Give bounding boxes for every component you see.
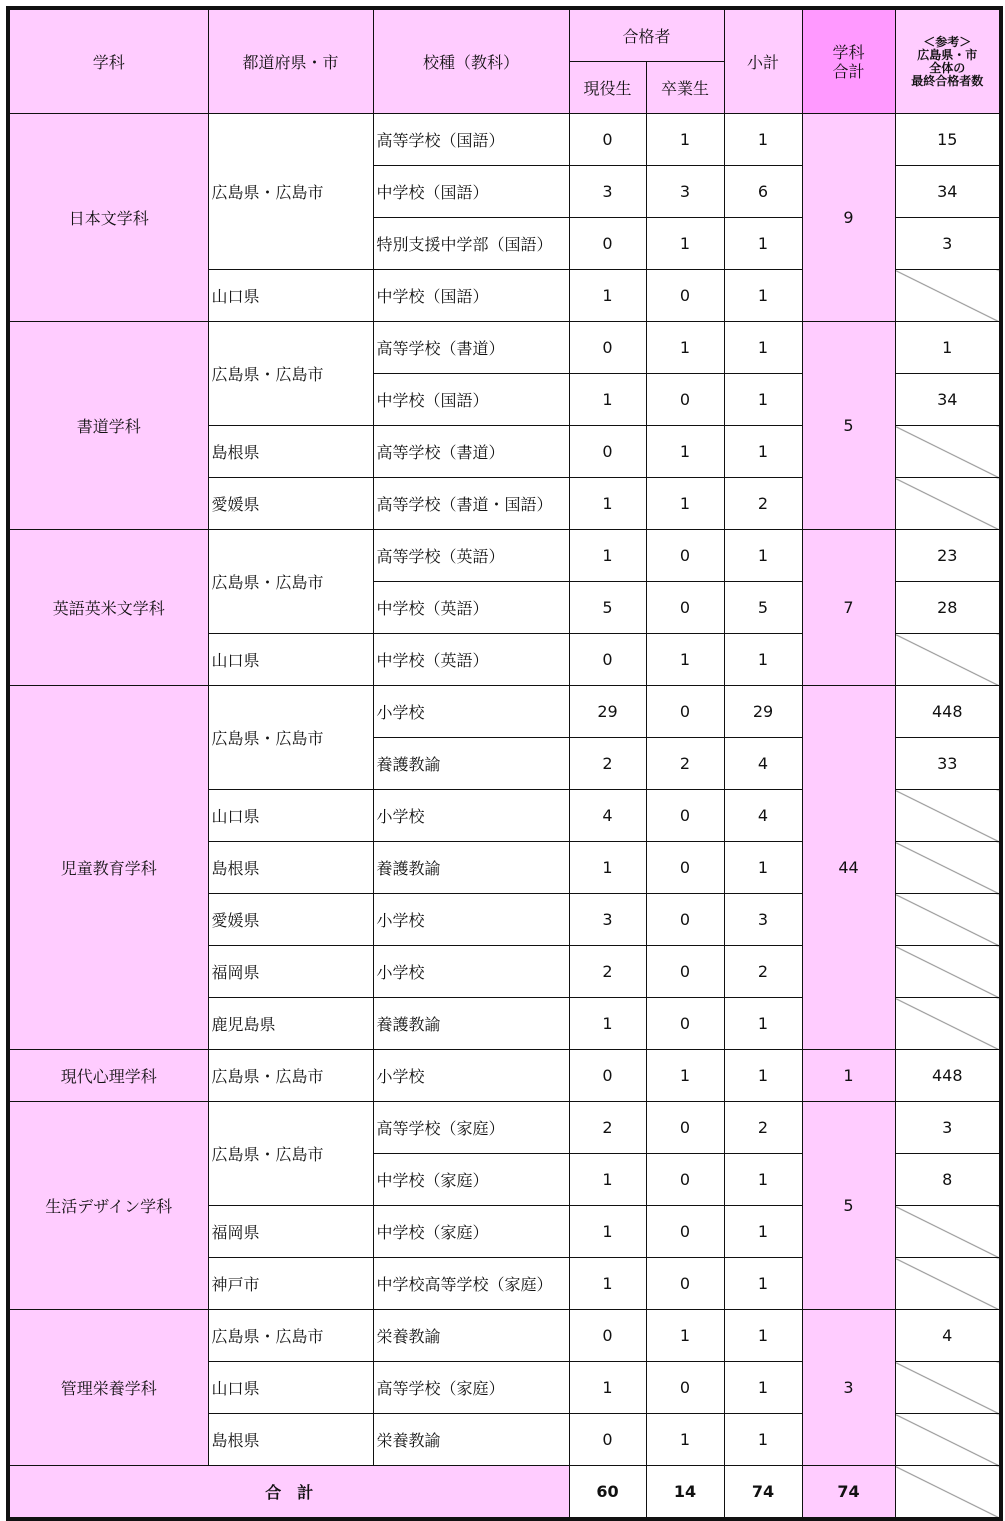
school-type-cell: 中学校（国語） bbox=[373, 270, 569, 322]
dept-name: 日本文学科 bbox=[8, 114, 208, 322]
subtotal-count: 1 bbox=[724, 1310, 802, 1362]
current-count: 0 bbox=[569, 114, 646, 166]
grand-total-reference bbox=[895, 1466, 1001, 1520]
reference-count bbox=[895, 790, 1001, 842]
school-type-cell: 養護教諭 bbox=[373, 842, 569, 894]
col-header-graduate: 卒業生 bbox=[646, 62, 724, 114]
current-count: 1 bbox=[569, 1362, 646, 1414]
subtotal-count: 1 bbox=[724, 114, 802, 166]
school-type-cell: 高等学校（国語） bbox=[373, 114, 569, 166]
subtotal-count: 4 bbox=[724, 738, 802, 790]
prefecture-cell: 鹿児島県 bbox=[208, 998, 373, 1050]
current-count: 0 bbox=[569, 322, 646, 374]
current-count: 0 bbox=[569, 1050, 646, 1102]
subtotal-count: 1 bbox=[724, 426, 802, 478]
header-row bbox=[8, 8, 1001, 62]
graduate-count: 0 bbox=[646, 686, 724, 738]
prefecture-cell: 広島県・広島市 bbox=[208, 322, 373, 426]
current-count: 1 bbox=[569, 270, 646, 322]
current-count: 1 bbox=[569, 842, 646, 894]
graduate-count: 0 bbox=[646, 790, 724, 842]
subtotal-count: 1 bbox=[724, 1206, 802, 1258]
current-count: 3 bbox=[569, 166, 646, 218]
graduate-count: 0 bbox=[646, 842, 724, 894]
school-type-cell: 高等学校（書道） bbox=[373, 322, 569, 374]
school-type-cell: 高等学校（書道・国語） bbox=[373, 478, 569, 530]
graduate-count: 1 bbox=[646, 634, 724, 686]
table-row bbox=[8, 114, 1001, 166]
table-row bbox=[8, 322, 1001, 374]
subtotal-count: 1 bbox=[724, 634, 802, 686]
col-header-subtotal: 小計 bbox=[724, 8, 802, 114]
reference-count: 28 bbox=[895, 582, 1001, 634]
school-type-cell: 高等学校（家庭） bbox=[373, 1362, 569, 1414]
total-row bbox=[8, 1466, 1001, 1520]
reference-count: 8 bbox=[895, 1154, 1001, 1206]
subtotal-count: 1 bbox=[724, 530, 802, 582]
prefecture-cell: 愛媛県 bbox=[208, 478, 373, 530]
dept-name: 生活デザイン学科 bbox=[8, 1102, 208, 1310]
ref-header-line1: ＜参考＞ bbox=[923, 34, 972, 49]
prefecture-cell: 愛媛県 bbox=[208, 894, 373, 946]
dept-total: 7 bbox=[802, 530, 895, 686]
graduate-count: 0 bbox=[646, 374, 724, 426]
subtotal-count: 1 bbox=[724, 374, 802, 426]
reference-count bbox=[895, 634, 1001, 686]
prefecture-cell: 島根県 bbox=[208, 1414, 373, 1466]
reference-count: 448 bbox=[895, 686, 1001, 738]
table-row bbox=[8, 530, 1001, 582]
prefecture-cell: 島根県 bbox=[208, 842, 373, 894]
school-type-cell: 高等学校（家庭） bbox=[373, 1102, 569, 1154]
subtotal-count: 29 bbox=[724, 686, 802, 738]
reference-count: 33 bbox=[895, 738, 1001, 790]
school-type-cell: 中学校（国語） bbox=[373, 374, 569, 426]
graduate-count: 0 bbox=[646, 1102, 724, 1154]
dept-total: 5 bbox=[802, 322, 895, 530]
school-type-cell: 高等学校（英語） bbox=[373, 530, 569, 582]
reference-count: 3 bbox=[895, 218, 1001, 270]
current-count: 29 bbox=[569, 686, 646, 738]
dept-total: 3 bbox=[802, 1310, 895, 1466]
current-count: 2 bbox=[569, 738, 646, 790]
prefecture-cell: 福岡県 bbox=[208, 1206, 373, 1258]
graduate-count: 0 bbox=[646, 1362, 724, 1414]
dept-name: 英語英米文学科 bbox=[8, 530, 208, 686]
dept-total: 9 bbox=[802, 114, 895, 322]
school-type-cell: 高等学校（書道） bbox=[373, 426, 569, 478]
graduate-count: 1 bbox=[646, 1414, 724, 1466]
grand-total-graduate: 14 bbox=[646, 1466, 724, 1520]
prefecture-cell: 広島県・広島市 bbox=[208, 114, 373, 270]
graduate-count: 0 bbox=[646, 894, 724, 946]
reference-count bbox=[895, 1258, 1001, 1310]
dept-total-header-line1: 学科 bbox=[832, 42, 865, 62]
school-type-cell: 中学校（英語） bbox=[373, 582, 569, 634]
col-header-passers: 合格者 bbox=[569, 8, 724, 62]
reference-count bbox=[895, 894, 1001, 946]
reference-count: 4 bbox=[895, 1310, 1001, 1362]
prefecture-cell: 山口県 bbox=[208, 634, 373, 686]
col-header-pref: 都道府県・市 bbox=[208, 8, 373, 114]
subtotal-count: 1 bbox=[724, 1362, 802, 1414]
prefecture-cell: 広島県・広島市 bbox=[208, 1310, 373, 1362]
reference-count: 1 bbox=[895, 322, 1001, 374]
current-count: 0 bbox=[569, 1414, 646, 1466]
school-type-cell: 中学校（家庭） bbox=[373, 1154, 569, 1206]
reference-count bbox=[895, 1414, 1001, 1466]
current-count: 1 bbox=[569, 530, 646, 582]
reference-count: 3 bbox=[895, 1102, 1001, 1154]
subtotal-count: 1 bbox=[724, 322, 802, 374]
grand-total-current: 60 bbox=[569, 1466, 646, 1520]
dept-total: 1 bbox=[802, 1050, 895, 1102]
subtotal-count: 2 bbox=[724, 478, 802, 530]
subtotal-count: 1 bbox=[724, 1414, 802, 1466]
dept-total-header-line2: 合計 bbox=[832, 61, 865, 81]
graduate-count: 2 bbox=[646, 738, 724, 790]
school-type-cell: 中学校（英語） bbox=[373, 634, 569, 686]
graduate-count: 1 bbox=[646, 426, 724, 478]
subtotal-count: 1 bbox=[724, 842, 802, 894]
grand-total-label: 合 計 bbox=[8, 1466, 569, 1520]
current-count: 2 bbox=[569, 946, 646, 998]
table-row bbox=[8, 686, 1001, 738]
school-type-cell: 小学校 bbox=[373, 894, 569, 946]
subtotal-count: 1 bbox=[724, 270, 802, 322]
current-count: 5 bbox=[569, 582, 646, 634]
table-row bbox=[8, 1050, 1001, 1102]
school-type-cell: 小学校 bbox=[373, 1050, 569, 1102]
current-count: 0 bbox=[569, 218, 646, 270]
current-count: 3 bbox=[569, 894, 646, 946]
graduate-count: 1 bbox=[646, 322, 724, 374]
col-header-school: 校種（教科） bbox=[373, 8, 569, 114]
table-row bbox=[8, 1310, 1001, 1362]
reference-count bbox=[895, 426, 1001, 478]
subtotal-count: 3 bbox=[724, 894, 802, 946]
grand-total-dept: 74 bbox=[802, 1466, 895, 1520]
graduate-count: 0 bbox=[646, 946, 724, 998]
current-count: 1 bbox=[569, 1258, 646, 1310]
subtotal-count: 1 bbox=[724, 998, 802, 1050]
graduate-count: 0 bbox=[646, 1258, 724, 1310]
results-table bbox=[6, 6, 1003, 1521]
current-count: 1 bbox=[569, 1154, 646, 1206]
table-row bbox=[8, 1102, 1001, 1154]
current-count: 2 bbox=[569, 1102, 646, 1154]
reference-count: 34 bbox=[895, 166, 1001, 218]
current-count: 1 bbox=[569, 998, 646, 1050]
reference-count bbox=[895, 1362, 1001, 1414]
school-type-cell: 栄養教諭 bbox=[373, 1414, 569, 1466]
graduate-count: 3 bbox=[646, 166, 724, 218]
graduate-count: 0 bbox=[646, 998, 724, 1050]
reference-count: 15 bbox=[895, 114, 1001, 166]
graduate-count: 1 bbox=[646, 218, 724, 270]
school-type-cell: 養護教諭 bbox=[373, 998, 569, 1050]
subtotal-count: 2 bbox=[724, 1102, 802, 1154]
dept-total: 5 bbox=[802, 1102, 895, 1310]
current-count: 1 bbox=[569, 478, 646, 530]
school-type-cell: 栄養教諭 bbox=[373, 1310, 569, 1362]
subtotal-count: 1 bbox=[724, 1258, 802, 1310]
reference-count: 448 bbox=[895, 1050, 1001, 1102]
prefecture-cell: 山口県 bbox=[208, 270, 373, 322]
graduate-count: 1 bbox=[646, 1050, 724, 1102]
graduate-count: 0 bbox=[646, 530, 724, 582]
subtotal-count: 2 bbox=[724, 946, 802, 998]
reference-count bbox=[895, 998, 1001, 1050]
prefecture-cell: 福岡県 bbox=[208, 946, 373, 998]
prefecture-cell: 広島県・広島市 bbox=[208, 1050, 373, 1102]
col-header-dept: 学科 bbox=[8, 8, 208, 114]
ref-header-line3: 全体の bbox=[929, 60, 966, 75]
ref-header-line2: 広島県・市 bbox=[917, 47, 978, 62]
subtotal-count: 1 bbox=[724, 1154, 802, 1206]
school-type-cell: 中学校（家庭） bbox=[373, 1206, 569, 1258]
reference-count bbox=[895, 946, 1001, 998]
school-type-cell: 小学校 bbox=[373, 946, 569, 998]
graduate-count: 0 bbox=[646, 1206, 724, 1258]
prefecture-cell: 広島県・広島市 bbox=[208, 1102, 373, 1206]
current-count: 1 bbox=[569, 374, 646, 426]
graduate-count: 0 bbox=[646, 1154, 724, 1206]
dept-name: 現代心理学科 bbox=[8, 1050, 208, 1102]
subtotal-count: 6 bbox=[724, 166, 802, 218]
subtotal-count: 1 bbox=[724, 1050, 802, 1102]
prefecture-cell: 神戸市 bbox=[208, 1258, 373, 1310]
prefecture-cell: 山口県 bbox=[208, 1362, 373, 1414]
school-type-cell: 養護教諭 bbox=[373, 738, 569, 790]
prefecture-cell: 島根県 bbox=[208, 426, 373, 478]
graduate-count: 1 bbox=[646, 1310, 724, 1362]
graduate-count: 0 bbox=[646, 270, 724, 322]
dept-total: 44 bbox=[802, 686, 895, 1050]
dept-name: 児童教育学科 bbox=[8, 686, 208, 1050]
graduate-count: 1 bbox=[646, 478, 724, 530]
current-count: 0 bbox=[569, 426, 646, 478]
grand-total-subtotal: 74 bbox=[724, 1466, 802, 1520]
graduate-count: 0 bbox=[646, 582, 724, 634]
reference-count bbox=[895, 270, 1001, 322]
ref-header-line4: 最終合格者数 bbox=[911, 73, 984, 88]
current-count: 1 bbox=[569, 1206, 646, 1258]
subtotal-count: 5 bbox=[724, 582, 802, 634]
prefecture-cell: 広島県・広島市 bbox=[208, 686, 373, 790]
current-count: 4 bbox=[569, 790, 646, 842]
subtotal-count: 1 bbox=[724, 218, 802, 270]
dept-name: 書道学科 bbox=[8, 322, 208, 530]
subtotal-count: 4 bbox=[724, 790, 802, 842]
school-type-cell: 小学校 bbox=[373, 686, 569, 738]
reference-count: 34 bbox=[895, 374, 1001, 426]
prefecture-cell: 広島県・広島市 bbox=[208, 530, 373, 634]
school-type-cell: 中学校（国語） bbox=[373, 166, 569, 218]
school-type-cell: 中学校高等学校（家庭） bbox=[373, 1258, 569, 1310]
col-header-current: 現役生 bbox=[569, 62, 646, 114]
prefecture-cell: 山口県 bbox=[208, 790, 373, 842]
col-header-reference bbox=[895, 8, 1001, 114]
current-count: 0 bbox=[569, 634, 646, 686]
graduate-count: 1 bbox=[646, 114, 724, 166]
dept-name: 管理栄養学科 bbox=[8, 1310, 208, 1466]
col-header-dept-total bbox=[802, 8, 895, 114]
school-type-cell: 特別支援中学部（国語） bbox=[373, 218, 569, 270]
reference-count bbox=[895, 842, 1001, 894]
school-type-cell: 小学校 bbox=[373, 790, 569, 842]
current-count: 0 bbox=[569, 1310, 646, 1362]
reference-count: 23 bbox=[895, 530, 1001, 582]
reference-count bbox=[895, 1206, 1001, 1258]
reference-count bbox=[895, 478, 1001, 530]
